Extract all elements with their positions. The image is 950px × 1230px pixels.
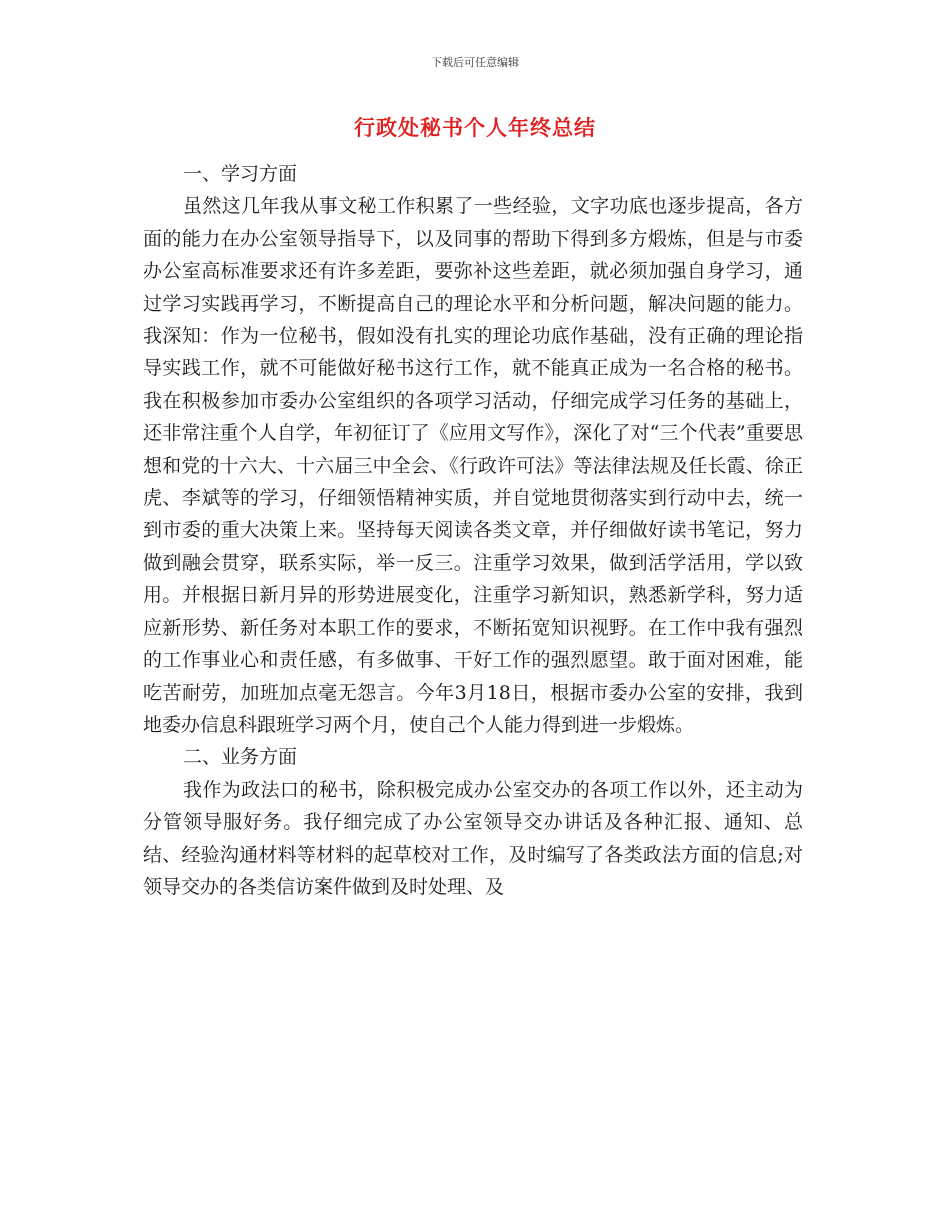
document-title: 行政处秘书个人年终总结: [354, 115, 596, 140]
section-heading-business: 二、业务方面: [183, 746, 298, 769]
paragraph-study: 虽然这几年我从事文秘工作积累了一些经验，文字功底也逐步提高，各方面的能力在办公室领导指导下，以及同事的帮助下得到多方煅炼，但是与市委办公室高标准要求还有许多差距，要弥补这些差距，就必须加强自身学习，通过学习实践再学习，不断提高自己的理论水平和分析问题，解决问题的能力。我深知：作为一位秘书，假如没有扎实的理论功底作基础，没有正确的理论指导实践工作，就不可能做好秘书这行工作，就不能真正成为一名合格的秘书。我在积极参加市委办公室组织的各项学习活动，仔细完成学习任务的基础上，还非常注重个人自学，年初征订了《应用文写作》，深化了对“三个代表”重要思想和党的十六大、十六届三中全会、《行政许可法》等法律法规及任长霞、徐正虎、李斌等的学习，仔细领悟精神实质，并自觉地贯彻落实到行动中去，统一到市委的重大决策上来。坚持每天阅读各类文章，并仔细做好读书笔记，努力做到融会贯穿，联系实际，举一反三。注重学习效果，做到活学活用，学以致用。并根据日新月异的形势进展变化，注重学习新知识，熟悉新学科，努力适应新形势、新任务对本职工作的要求，不断拓宽知识视野。在工作中我有强烈的工作事业心和责任感，有多做事、干好工作的强烈愿望。敢于面对困难，能吃苦耐劳，加班加点毫无怨言。今年3月18日，根据市委办公室的安排，我到地委办信息科跟班学习两个月，使自己个人能力得到进一步煅炼。: [143, 195, 803, 736]
paragraph-business: 我作为政法口的秘书，除积极完成办公室交办的各项工作以外，还主动为分管领导服好务。我仔细完成了办公室领导交办讲话及各种汇报、通知、总结、经验沟通材料等材料的起草校对工作，及时编写了各类政法方面的信息;对领导交办的各类信访案件做到及时处理、及: [143, 778, 803, 898]
header-note: 下载后可任意编辑: [431, 56, 519, 69]
section-heading-study: 一、学习方面: [183, 163, 298, 185]
document-body: [143, 158, 803, 903]
